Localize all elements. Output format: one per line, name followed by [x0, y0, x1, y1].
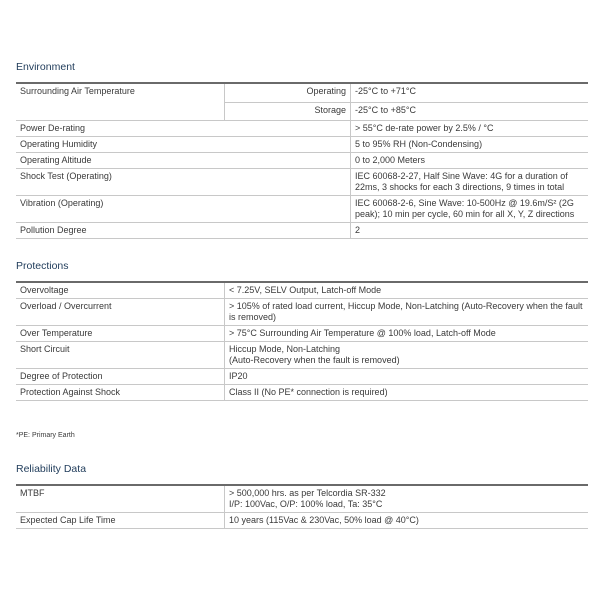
table-row	[16, 282, 588, 299]
row-label: Power De-rating	[16, 121, 351, 137]
section-title-protections: Protections	[16, 260, 69, 272]
table-row	[16, 223, 588, 239]
row-value: > 55°C de-rate power by 2.5% / °C	[351, 121, 589, 137]
row-label: Overload / Overcurrent	[16, 299, 225, 326]
table-row	[16, 153, 588, 169]
row-value: 0 to 2,000 Meters	[351, 153, 589, 169]
table-row	[16, 83, 588, 102]
row-label: Protection Against Shock	[16, 385, 225, 401]
table-row	[16, 342, 588, 369]
table-row	[16, 121, 588, 137]
row-value: < 7.25V, SELV Output, Latch-off Mode	[225, 282, 589, 299]
row-value: IEC 60068-2-6, Sine Wave: 10-500Hz @ 19.6m/S² (2G peak); 10 min per cycle, 60 min for all X, Y, Z directions	[351, 196, 589, 223]
table-row	[16, 196, 588, 223]
row-value: -25°C to +71°C	[351, 83, 589, 102]
value-line: I/P: 100Vac, O/P: 100% load, Ta: 35°C	[229, 499, 383, 509]
row-label: Expected Cap Life Time	[16, 513, 225, 529]
row-value: 2	[351, 223, 589, 239]
row-value	[225, 485, 589, 513]
row-label: Surrounding Air Temperature	[16, 83, 225, 121]
protections-table	[16, 281, 588, 401]
row-label: Over Temperature	[16, 326, 225, 342]
reliability-table	[16, 484, 588, 529]
row-label: Vibration (Operating)	[16, 196, 351, 223]
table-row	[16, 169, 588, 196]
section-title-reliability: Reliability Data	[16, 463, 87, 475]
row-label: Pollution Degree	[16, 223, 351, 239]
table-row	[16, 299, 588, 326]
table-row	[16, 137, 588, 153]
row-label: Short Circuit	[16, 342, 225, 369]
row-value: Class II (No PE* connection is required)	[225, 385, 589, 401]
value-line: (Auto-Recovery when the fault is removed)	[229, 355, 400, 365]
row-label: Operating Humidity	[16, 137, 351, 153]
row-label: Overvoltage	[16, 282, 225, 299]
row-label: Shock Test (Operating)	[16, 169, 351, 196]
sub-label: Storage	[225, 102, 351, 120]
row-value: > 105% of rated load current, Hiccup Mode, Non-Latching (Auto-Recovery when the fault is removed)	[225, 299, 589, 326]
value-line: > 500,000 hrs. as per Telcordia SR-332	[229, 488, 386, 498]
row-label: Operating Altitude	[16, 153, 351, 169]
table-row	[16, 485, 588, 513]
section-title-environment: Environment	[16, 61, 75, 73]
row-label: MTBF	[16, 485, 225, 513]
row-value: IP20	[225, 369, 589, 385]
table-row	[16, 513, 588, 529]
row-label: Degree of Protection	[16, 369, 225, 385]
value-line: Hiccup Mode, Non-Latching	[229, 344, 341, 354]
environment-table	[16, 82, 588, 239]
table-row	[16, 326, 588, 342]
footnote: *PE: Primary Earth	[16, 432, 75, 439]
row-value: -25°C to +85°C	[351, 102, 589, 120]
row-value: 10 years (115Vac & 230Vac, 50% load @ 40°C)	[225, 513, 589, 529]
table-row	[16, 369, 588, 385]
row-value: IEC 60068-2-27, Half Sine Wave: 4G for a duration of 22ms, 3 shocks for each 3 directions, 9 times in total	[351, 169, 589, 196]
sub-label: Operating	[225, 83, 351, 102]
table-row	[16, 385, 588, 401]
row-value: > 75°C Surrounding Air Temperature @ 100% load, Latch-off Mode	[225, 326, 589, 342]
row-value	[225, 342, 589, 369]
row-value: 5 to 95% RH (Non-Condensing)	[351, 137, 589, 153]
